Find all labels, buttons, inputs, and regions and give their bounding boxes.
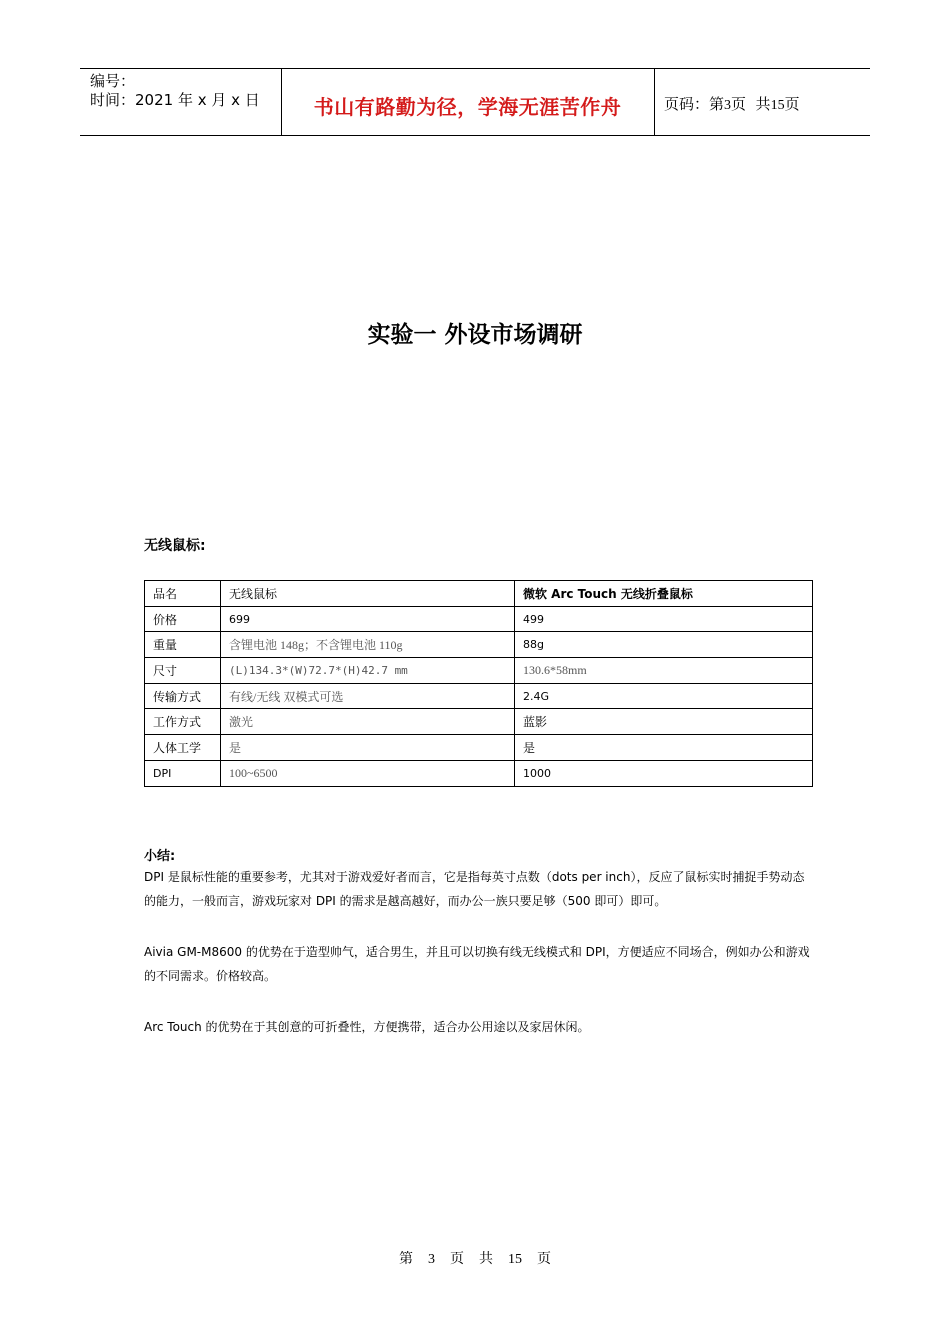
table-cell: 微软 Arc Touch 无线折叠鼠标 xyxy=(515,581,813,607)
summary-paragraph-aivia: Aivia GM-M8600 的优势在于造型帅气，适合男生，并且可以切换有线无线模式和 DPI，方便适应不同场合，例如办公和游戏的不同需求。价格较高。 xyxy=(144,945,810,983)
table-cell: 1000 xyxy=(515,760,813,786)
header-time-label: 时间：2021 年 x 月 x 日 xyxy=(90,91,260,109)
table-cell: 130.6*58mm xyxy=(515,658,813,684)
table-row xyxy=(145,760,813,786)
page-prefix: 页码：第 xyxy=(664,95,725,113)
header-divider-right xyxy=(654,68,655,136)
table-row xyxy=(145,658,813,684)
page-mid: 页 共 xyxy=(731,95,771,113)
table-cell: (L)134.3*(W)72.7*(H)42.7 mm xyxy=(221,658,515,684)
summary-paragraph-arc-touch: Arc Touch 的优势在于其创意的可折叠性，方便携带，适合办公用途以及家居休闲。 xyxy=(144,1020,590,1034)
header-page-info xyxy=(664,93,800,114)
header-bottom-rule xyxy=(80,135,870,136)
header-motto: 书山有路勤为径，学海无涯苦作舟 xyxy=(313,95,622,119)
page-suffix: 页 xyxy=(784,95,800,113)
table-cell: 含锂电池 148g；不含锂电池 110g xyxy=(221,632,515,658)
section-title: 无线鼠标: xyxy=(144,538,206,554)
table-cell: 699 xyxy=(221,606,515,632)
table-cell: 激光 xyxy=(221,709,515,735)
header-number-label: 编号： xyxy=(90,72,136,90)
table-cell: 传输方式 xyxy=(145,683,221,709)
spec-table xyxy=(144,580,813,787)
table-row xyxy=(145,632,813,658)
table-cell: 有线/无线 双模式可选 xyxy=(221,683,515,709)
table-cell: 2.4G xyxy=(515,683,813,709)
table-cell: 重量 xyxy=(145,632,221,658)
table-cell: 无线鼠标 xyxy=(221,581,515,607)
page-current: 3 xyxy=(724,98,732,113)
table-row xyxy=(145,581,813,607)
table-row xyxy=(145,683,813,709)
table-cell: 蓝影 xyxy=(515,709,813,735)
table-row xyxy=(145,606,813,632)
table-cell: 100~6500 xyxy=(221,760,515,786)
summary-heading: 小结: xyxy=(144,849,176,864)
table-cell: 是 xyxy=(221,735,515,761)
table-cell: DPI xyxy=(145,760,221,786)
table-cell: 是 xyxy=(515,735,813,761)
table-cell: 价格 xyxy=(145,606,221,632)
page-total: 15 xyxy=(770,98,785,113)
summary-paragraph-dpi: DPI 是鼠标性能的重要参考，尤其对于游戏爱好者而言，它是指每英寸点数（dots per inch），反应了鼠标实时捕捉手势动态的能力，一般而言，游戏玩家对 DPI 的需求是越高越好，而办公一族只要足够（500 即可）即可。 xyxy=(144,870,805,908)
table-cell: 尺寸 xyxy=(145,658,221,684)
table-cell: 499 xyxy=(515,606,813,632)
page-title: 实验一 外设市场调研 xyxy=(367,322,583,348)
page-footer: 第 3 页 共 15 页 xyxy=(399,1252,551,1267)
table-row xyxy=(145,709,813,735)
table-cell: 88g xyxy=(515,632,813,658)
table-cell: 工作方式 xyxy=(145,709,221,735)
header-top-rule xyxy=(80,68,870,69)
table-cell: 品名 xyxy=(145,581,221,607)
table-cell: 人体工学 xyxy=(145,735,221,761)
table-row xyxy=(145,735,813,761)
